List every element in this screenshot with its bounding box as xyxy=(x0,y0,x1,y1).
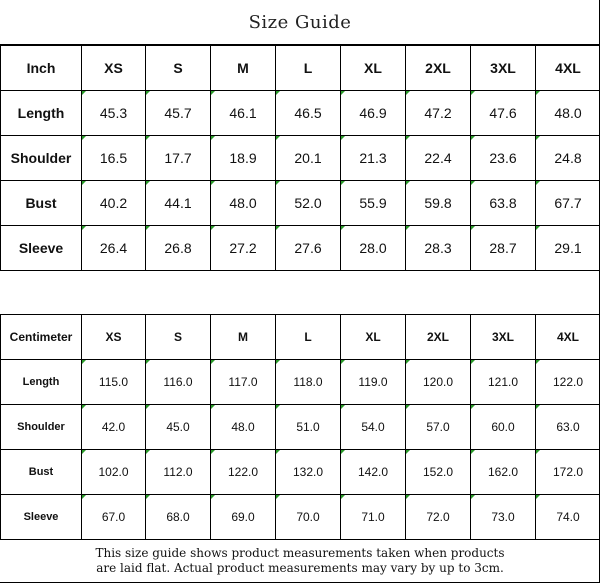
cell-corner-marker xyxy=(276,91,280,95)
cm-value-cell xyxy=(276,495,341,540)
cell-corner-marker xyxy=(341,450,345,454)
inch-size-header: M xyxy=(211,46,276,91)
cm-value: 51.0 xyxy=(296,420,320,434)
cell-corner-marker xyxy=(211,495,215,499)
cell-corner-marker xyxy=(471,495,475,499)
cm-value: 74.0 xyxy=(556,510,580,524)
inch-value-cell xyxy=(276,181,341,226)
cell-corner-marker xyxy=(406,91,410,95)
inch-value-cell xyxy=(406,226,471,271)
cell-corner-marker xyxy=(536,136,540,140)
cm-value-cell xyxy=(471,360,536,405)
cell-corner-marker xyxy=(146,136,150,140)
inch-value-cell xyxy=(146,181,211,226)
cm-value: 118.0 xyxy=(293,375,323,389)
inch-value: 20.1 xyxy=(294,150,322,166)
inch-value: 52.0 xyxy=(294,195,322,211)
inch-value-cell xyxy=(276,226,341,271)
cm-value: 45.0 xyxy=(166,420,190,434)
cell-corner-marker xyxy=(276,360,280,364)
inch-size-header: L xyxy=(276,46,341,91)
cm-value-cell xyxy=(276,405,341,450)
inch-value: 67.7 xyxy=(554,195,582,211)
inch-row xyxy=(1,136,600,181)
inch-value: 47.6 xyxy=(489,105,517,121)
inch-row xyxy=(1,226,600,271)
inch-value-cell xyxy=(82,136,146,181)
cm-value: 119.0 xyxy=(358,375,388,389)
cm-value-cell xyxy=(211,360,276,405)
inch-value-cell xyxy=(211,136,276,181)
centimeter-size-table xyxy=(0,314,600,540)
cm-size-header: 2XL xyxy=(406,315,471,360)
cm-value-cell xyxy=(82,495,146,540)
cell-corner-marker xyxy=(276,405,280,409)
inch-size-header: 2XL xyxy=(406,46,471,91)
page-title: Size Guide xyxy=(0,0,600,45)
cm-value-cell xyxy=(406,450,471,495)
inch-value-cell xyxy=(471,226,536,271)
cell-corner-marker xyxy=(471,405,475,409)
cm-size-header: M xyxy=(211,315,276,360)
cm-value: 122.0 xyxy=(552,375,584,389)
cell-corner-marker xyxy=(82,181,86,185)
inch-value-cell xyxy=(406,181,471,226)
cell-corner-marker xyxy=(276,226,280,230)
cell-corner-marker xyxy=(406,136,410,140)
cm-value: 102.0 xyxy=(98,465,129,479)
cell-corner-marker xyxy=(276,495,280,499)
cell-corner-marker xyxy=(341,91,345,95)
cm-value: 121.0 xyxy=(487,375,519,389)
cell-corner-marker xyxy=(211,360,215,364)
cell-corner-marker xyxy=(82,360,86,364)
cm-size-header: XS xyxy=(82,315,146,360)
cell-corner-marker xyxy=(82,226,86,230)
cell-corner-marker xyxy=(536,226,540,230)
cm-value: 132.0 xyxy=(292,465,324,479)
cell-corner-marker xyxy=(406,360,410,364)
inch-value: 28.0 xyxy=(359,240,387,256)
inch-value: 21.3 xyxy=(359,150,387,166)
cm-row xyxy=(1,495,600,540)
cm-unit-label: Centimeter xyxy=(1,315,82,360)
inch-value-cell xyxy=(276,136,341,181)
inch-value-cell xyxy=(536,136,600,181)
cell-corner-marker xyxy=(341,405,345,409)
cm-value: 63.0 xyxy=(556,420,580,434)
cell-corner-marker xyxy=(146,405,150,409)
inch-value: 23.6 xyxy=(489,150,517,166)
cell-corner-marker xyxy=(471,136,475,140)
cell-corner-marker xyxy=(471,181,475,185)
cm-value: 70.0 xyxy=(296,510,320,524)
inch-value: 45.7 xyxy=(164,105,192,121)
inch-value: 16.5 xyxy=(99,150,128,166)
cm-value-cell xyxy=(341,450,406,495)
inch-value: 24.8 xyxy=(554,150,582,166)
cm-value: 57.0 xyxy=(426,420,450,434)
inch-value-cell xyxy=(341,226,406,271)
cm-value-cell xyxy=(471,495,536,540)
cm-value-cell xyxy=(536,360,600,405)
inch-value: 48.0 xyxy=(229,195,257,211)
cm-value: 116.0 xyxy=(163,375,193,389)
inch-value-cell xyxy=(536,226,600,271)
inch-value-cell xyxy=(82,181,146,226)
cell-corner-marker xyxy=(406,181,410,185)
inch-value-cell xyxy=(276,91,341,136)
cell-corner-marker xyxy=(146,360,150,364)
cm-value: 162.0 xyxy=(487,465,519,479)
cm-value-cell xyxy=(471,450,536,495)
cm-value: 48.0 xyxy=(231,420,255,434)
inch-value: 22.4 xyxy=(424,150,452,166)
cm-row xyxy=(1,405,600,450)
cell-corner-marker xyxy=(211,181,215,185)
cm-value: 122.0 xyxy=(227,465,259,479)
inch-value-cell xyxy=(146,226,211,271)
inch-value: 28.7 xyxy=(489,240,517,256)
inch-value-cell xyxy=(211,181,276,226)
cm-value: 69.0 xyxy=(231,510,255,524)
cm-value-cell xyxy=(471,405,536,450)
cell-corner-marker xyxy=(536,181,540,185)
cm-value-cell xyxy=(276,450,341,495)
cm-header-row xyxy=(1,315,600,360)
cell-corner-marker xyxy=(276,181,280,185)
cell-corner-marker xyxy=(341,136,345,140)
inch-value-cell xyxy=(406,91,471,136)
cell-corner-marker xyxy=(536,495,540,499)
cm-value-cell xyxy=(82,360,146,405)
inch-size-header: S xyxy=(146,46,211,91)
cell-corner-marker xyxy=(341,360,345,364)
cm-size-header: XL xyxy=(341,315,406,360)
cm-value-cell xyxy=(211,450,276,495)
inch-size-header: 3XL xyxy=(471,46,536,91)
cm-row-label: Shoulder xyxy=(1,405,82,450)
inch-value-cell xyxy=(536,181,600,226)
cm-row-label: Sleeve xyxy=(1,495,82,540)
cell-corner-marker xyxy=(341,495,345,499)
cell-corner-marker xyxy=(536,91,540,95)
inch-row-label: Shoulder xyxy=(1,136,82,181)
inch-size-header: XS xyxy=(82,46,146,91)
cell-corner-marker xyxy=(211,405,215,409)
cm-value: 112.0 xyxy=(163,465,193,479)
cell-corner-marker xyxy=(211,136,215,140)
cm-value-cell xyxy=(406,405,471,450)
inch-value-cell xyxy=(471,181,536,226)
inch-value-cell xyxy=(536,91,600,136)
inch-header-row xyxy=(1,46,600,91)
cm-value-cell xyxy=(146,405,211,450)
inch-value: 18.9 xyxy=(229,150,257,166)
cell-corner-marker xyxy=(536,360,540,364)
inch-value-cell xyxy=(146,91,211,136)
cm-value-cell xyxy=(146,450,211,495)
cm-value-cell xyxy=(341,495,406,540)
inch-value-cell xyxy=(82,226,146,271)
inch-value: 55.9 xyxy=(359,195,387,211)
inch-value-cell xyxy=(406,136,471,181)
cm-value: 60.0 xyxy=(491,420,515,434)
cm-size-header: 4XL xyxy=(536,315,600,360)
inch-row-label: Sleeve xyxy=(1,226,82,271)
cell-corner-marker xyxy=(211,226,215,230)
cell-corner-marker xyxy=(211,91,215,95)
cell-corner-marker xyxy=(536,450,540,454)
inch-value: 46.1 xyxy=(229,105,257,121)
cell-corner-marker xyxy=(146,181,150,185)
cm-value: 73.0 xyxy=(491,510,515,524)
inch-value: 59.8 xyxy=(424,195,452,211)
inch-value: 40.2 xyxy=(99,195,128,211)
cell-corner-marker xyxy=(406,405,410,409)
cell-corner-marker xyxy=(82,136,86,140)
cell-corner-marker xyxy=(276,136,280,140)
cm-value: 152.0 xyxy=(422,465,454,479)
cm-value: 68.0 xyxy=(166,510,190,524)
cm-value-cell xyxy=(341,405,406,450)
inch-row-label: Bust xyxy=(1,181,82,226)
cm-row-label: Length xyxy=(1,360,82,405)
cm-value-cell xyxy=(211,495,276,540)
inch-row-label: Length xyxy=(1,91,82,136)
cm-value-cell xyxy=(406,495,471,540)
cell-corner-marker xyxy=(276,450,280,454)
inch-value: 29.1 xyxy=(554,240,582,256)
inch-value: 46.9 xyxy=(359,105,387,121)
inch-value: 17.7 xyxy=(164,150,192,166)
cm-value: 115.0 xyxy=(98,375,129,389)
inch-size-table xyxy=(0,45,600,271)
cm-size-header: S xyxy=(146,315,211,360)
cell-corner-marker xyxy=(82,405,86,409)
inch-value-cell xyxy=(211,226,276,271)
cm-row xyxy=(1,360,600,405)
inch-size-header: 4XL xyxy=(536,46,600,91)
cm-value: 67.0 xyxy=(101,510,126,524)
note-line-1: This size guide shows product measurements taken when products xyxy=(95,546,505,560)
cm-size-header: L xyxy=(276,315,341,360)
inch-value-cell xyxy=(341,91,406,136)
inch-value: 26.4 xyxy=(99,240,128,256)
inch-value-cell xyxy=(341,181,406,226)
cell-corner-marker xyxy=(82,450,86,454)
inch-unit-label: Inch xyxy=(1,46,82,91)
cell-corner-marker xyxy=(471,91,475,95)
cm-value-cell xyxy=(82,405,146,450)
cm-value-cell xyxy=(536,495,600,540)
cell-corner-marker xyxy=(471,450,475,454)
cm-value-cell xyxy=(146,360,211,405)
cm-value-cell xyxy=(146,495,211,540)
inch-value: 48.0 xyxy=(554,105,582,121)
cm-value: 142.0 xyxy=(357,465,389,479)
inch-value: 28.3 xyxy=(424,240,452,256)
cm-value-cell xyxy=(536,450,600,495)
cm-row xyxy=(1,450,600,495)
cm-value: 72.0 xyxy=(426,510,450,524)
cell-corner-marker xyxy=(146,495,150,499)
inch-value-cell xyxy=(341,136,406,181)
cell-corner-marker xyxy=(471,360,475,364)
inch-value: 27.2 xyxy=(229,240,257,256)
inch-value: 63.8 xyxy=(489,195,517,211)
cell-corner-marker xyxy=(471,226,475,230)
inch-value-cell xyxy=(146,136,211,181)
inch-value: 47.2 xyxy=(424,105,452,121)
cm-row-label: Bust xyxy=(1,450,82,495)
cell-corner-marker xyxy=(406,450,410,454)
cm-value-cell xyxy=(536,405,600,450)
cm-value-cell xyxy=(82,450,146,495)
inch-row xyxy=(1,181,600,226)
cell-corner-marker xyxy=(146,91,150,95)
inch-row xyxy=(1,91,600,136)
inch-value: 27.6 xyxy=(294,240,322,256)
cell-corner-marker xyxy=(211,450,215,454)
cell-corner-marker xyxy=(82,495,86,499)
inch-value-cell xyxy=(471,136,536,181)
cell-corner-marker xyxy=(341,226,345,230)
measurement-note xyxy=(0,540,600,582)
cell-corner-marker xyxy=(406,495,410,499)
inch-size-header: XL xyxy=(341,46,406,91)
cell-corner-marker xyxy=(536,405,540,409)
inch-value-cell xyxy=(471,91,536,136)
inch-value: 45.3 xyxy=(99,105,128,121)
cm-value: 117.0 xyxy=(228,375,258,389)
note-line-2: are laid flat. Actual product measurements may vary by up to 3cm. xyxy=(96,561,504,575)
cm-value: 120.0 xyxy=(422,375,454,389)
cell-corner-marker xyxy=(341,181,345,185)
inch-value-cell xyxy=(82,91,146,136)
cm-value: 42.0 xyxy=(101,420,126,434)
cell-corner-marker xyxy=(146,450,150,454)
cm-size-header: 3XL xyxy=(471,315,536,360)
cm-value: 172.0 xyxy=(552,465,584,479)
table-spacer xyxy=(0,269,600,314)
cell-corner-marker xyxy=(82,91,86,95)
inch-value: 44.1 xyxy=(164,195,192,211)
cell-corner-marker xyxy=(406,226,410,230)
cm-value: 54.0 xyxy=(361,420,385,434)
cm-value-cell xyxy=(276,360,341,405)
inch-value-cell xyxy=(211,91,276,136)
inch-value: 26.8 xyxy=(164,240,192,256)
cell-corner-marker xyxy=(146,226,150,230)
cm-value-cell xyxy=(211,405,276,450)
cm-value: 71.0 xyxy=(361,510,385,524)
inch-value: 46.5 xyxy=(294,105,322,121)
cm-value-cell xyxy=(341,360,406,405)
cm-value-cell xyxy=(406,360,471,405)
